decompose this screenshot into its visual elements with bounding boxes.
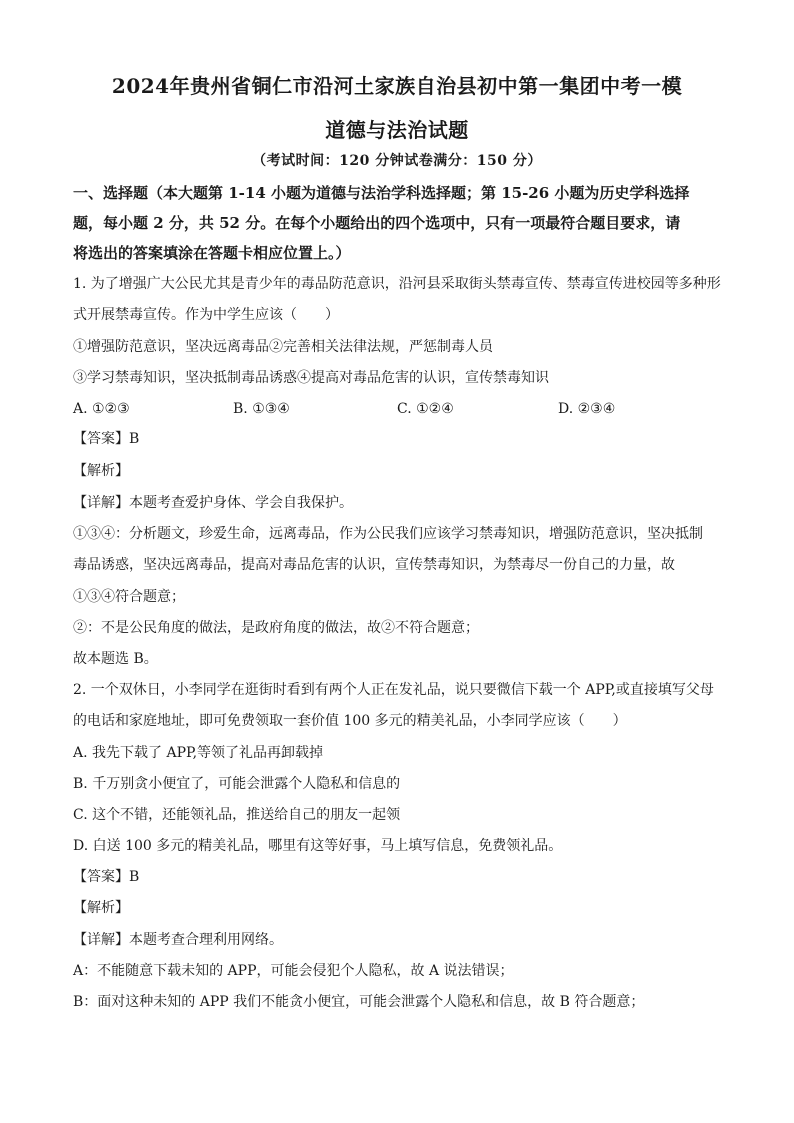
q2-stem: 的电话和家庭地址，即可免费领取一套价值 100 多元的精美礼品，小李同学应该（ ） [73,713,627,729]
q2-option-d: D. 白送 100 多元的精美礼品，哪里有这等好事，马上填写信息，免费领礼品。 [73,838,563,854]
q1-detail: 【详解】本题考查爱护身体、学会自我保护。 [73,495,353,511]
q1-explanation: ①③④符合题意； [73,589,185,605]
exam-title: 2024年贵州省铜仁市沿河土家族自治县初中第一集团中考一模 [111,74,683,98]
section-intro-line: 题，每小题 2 分，共 52 分。在每个小题给出的四个选项中，只有一项最符合题目要求，请 [73,214,681,232]
q1-statement: ③学习禁毒知识，坚决抵制毒品诱惑④提高对毒品危害的认识，宣传禁毒知识 [73,370,549,386]
q1-stem: 式开展禁毒宣传。作为中学生应该（ ） [73,307,339,323]
exam-info: （考试时间：120 分钟试卷满分：150 分） [252,153,542,169]
q2-explanation: B：面对这种未知的 APP 我们不能贪小便宜，可能会泄露个人隐私和信息，故 B 符合题意； [73,994,645,1010]
q2-analysis: 【解析】 [73,900,129,916]
q2-answer: 【答案】B [73,869,140,885]
q2-option-a: A. 我先下载了 APP,等领了礼品再卸载掉 [73,745,324,761]
q2-stem: 2. 一个双休日，小李同学在逛街时看到有两个人正在发礼品，说只要微信下载一个 APP,或直接填写父母 [73,682,714,698]
q1-option-c: C. ①②④ [397,401,454,417]
q1-answer: 【答案】B [73,431,140,447]
exam-subject: 道德与法治试题 [325,118,469,142]
q2-detail: 【详解】本题考查合理利用网络。 [73,932,283,948]
q1-stem: 1. 为了增强广大公民尤其是青少年的毒品防范意识，沿河县采取街头禁毒宣传、禁毒宣传进校园等多种形 [73,276,721,292]
q2-explanation: A：不能随意下载未知的 APP，可能会侵犯个人隐私，故 A 说法错误； [73,963,514,979]
q2-option-b: B. 千万别贪小便宜了，可能会泄露个人隐私和信息的 [73,776,401,792]
q1-option-b: B. ①③④ [233,401,290,417]
q1-statement: ①增强防范意识，坚决远离毒品②完善相关法律法规，严惩制毒人员 [73,339,493,355]
q1-conclusion: 故本题选 B。 [73,651,158,667]
q2-option-c: C. 这个不错，还能领礼品，推送给自己的朋友一起领 [73,807,401,823]
q1-explanation: ①③④：分析题文，珍爱生命，远离毒品，作为公民我们应该学习禁毒知识，增强防范意识，坚决抵制 [73,526,703,542]
q1-option-d: D. ②③④ [558,401,616,417]
q1-explanation: 毒品诱惑，坚决远离毒品，提高对毒品危害的认识，宣传禁毒知识，为禁毒尽一份自己的力量，故 [73,557,675,573]
q1-option-a: A. ①②③ [73,401,130,417]
q1-explanation: ②：不是公民角度的做法，是政府角度的做法，故②不符合题意； [73,620,479,636]
section-intro-line: 将选出的答案填涂在答题卡相应位置上。） [73,244,351,262]
q1-analysis: 【解析】 [73,463,129,479]
section-intro-line: 一、选择题（本大题第 1-14 小题为道德与法治学科选择题；第 15-26 小题为历史学科选择 [73,184,690,202]
